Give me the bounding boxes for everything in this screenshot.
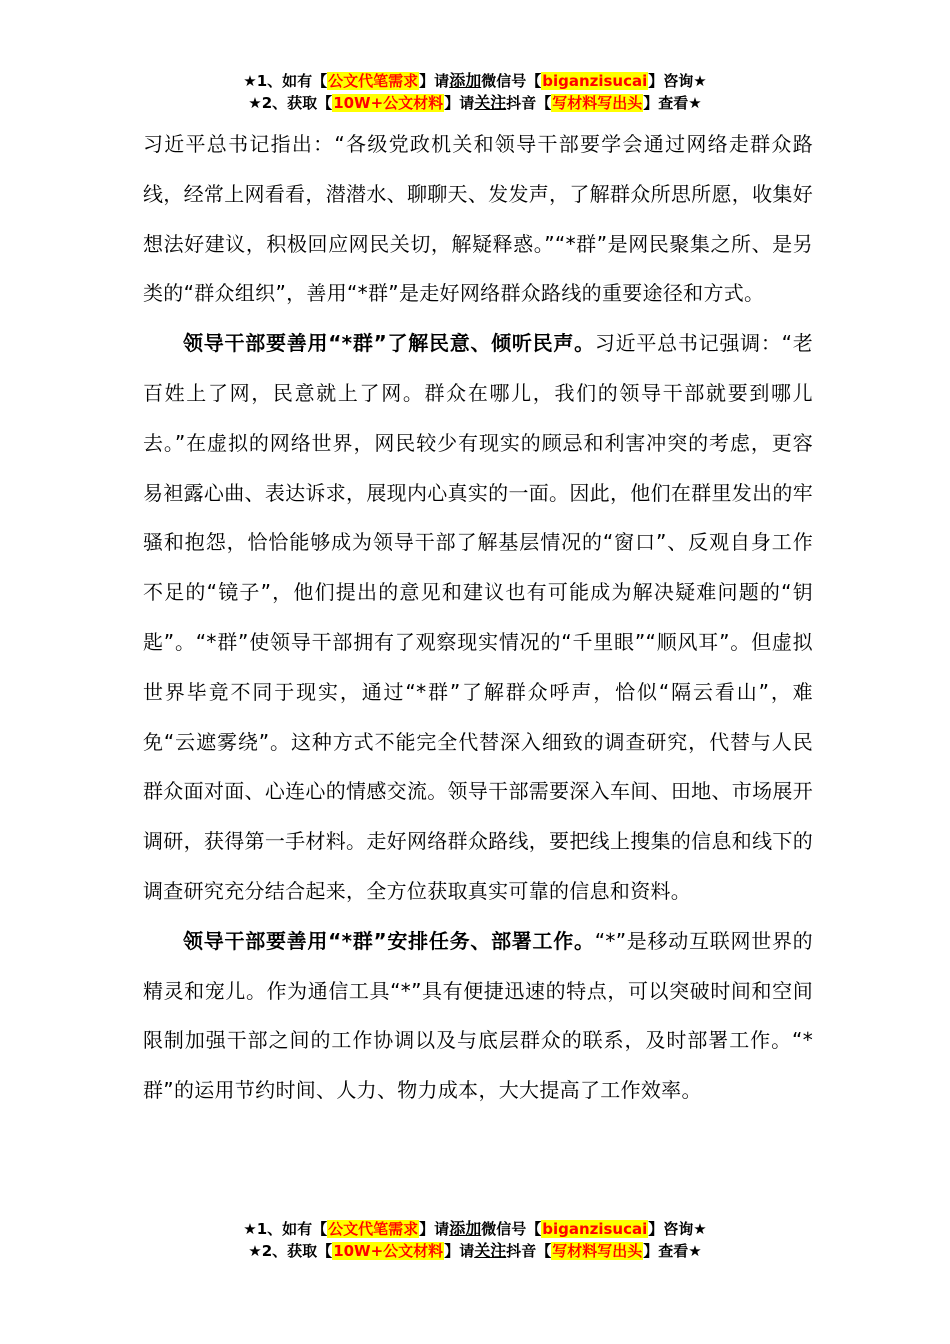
paragraph-lead: 领导干部要善用“*群”了解民意、倾听民声。: [183, 331, 595, 356]
paragraph-task-assignment: [143, 917, 813, 1116]
banner-text: 】咨询★: [648, 1220, 707, 1238]
banner-highlight: 写材料写出头: [552, 94, 643, 112]
paragraph-lead: 领导干部要善用“*群”安排任务、部署工作。: [183, 928, 595, 953]
banner-text: ★1、如有【: [243, 1220, 328, 1238]
top-banner: [0, 70, 950, 114]
banner-line-2: [0, 92, 950, 114]
banner-highlight: 公文代笔需求: [328, 72, 419, 90]
banner-line-1: [0, 70, 950, 92]
banner-text: 】请: [444, 1242, 475, 1260]
banner-highlight: biganzisucai: [542, 1220, 648, 1238]
banner-text: 】查看★: [643, 1242, 702, 1260]
banner-underlined: 关注: [474, 93, 507, 112]
banner-text: 】咨询★: [648, 72, 707, 90]
banner-text: 】请: [419, 1220, 450, 1238]
banner-highlight: 10W+公文材料: [333, 94, 444, 112]
banner-underlined: 关注: [474, 1241, 507, 1260]
document-body: [143, 120, 813, 1116]
banner-text: 】请: [444, 94, 475, 112]
banner-text: 微信号【: [481, 72, 542, 90]
banner-text: ★1、如有【: [243, 72, 328, 90]
paragraph-public-opinion: [143, 319, 813, 917]
banner-highlight: 写材料写出头: [552, 1242, 643, 1260]
banner-text: 】查看★: [643, 94, 702, 112]
banner-text: 微信号【: [481, 1220, 542, 1238]
banner-underlined: 添加: [449, 71, 482, 90]
banner-text: 抖音【: [506, 1242, 552, 1260]
banner-text: ★2、获取【: [248, 94, 333, 112]
banner-highlight: 10W+公文材料: [333, 1242, 444, 1260]
banner-line-2: [0, 1240, 950, 1262]
banner-line-1: [0, 1218, 950, 1240]
banner-text: ★2、获取【: [248, 1242, 333, 1260]
banner-highlight: 公文代笔需求: [328, 1220, 419, 1238]
bottom-banner: [0, 1218, 950, 1262]
banner-underlined: 添加: [449, 1219, 482, 1238]
banner-highlight: biganzisucai: [542, 72, 648, 90]
paragraph-text: “*”是移动互联网世界的精灵和宠儿。作为通信工具“*”具有便捷迅速的特点，可以突破时间和空间限制加强干部之间的工作协调以及与底层群众的联系，及时部署工作。“*群”的运用节约时间、人力、物力成本，大大提高了工作效率。: [143, 928, 813, 1103]
paragraph-intro: 习近平总书记指出：“各级党政机关和领导干部要学会通过网络走群众路线，经常上网看看，潜潜水、聊聊天、发发声，了解群众所思所愿，收集好想法好建议，积极回应网民关切，解疑释惑。”“*群”是网民聚集之所、是另类的“群众组织”，善用“*群”是走好网络群众路线的重要途径和方式。: [143, 132, 813, 306]
paragraph-text: 习近平总书记强调：“老百姓上了网，民意就上了网。群众在哪儿，我们的领导干部就要到哪儿去。”在虚拟的网络世界，网民较少有现实的顾忌和利害冲突的考虑，更容易袒露心曲、表达诉求，展现内心真实的一面。因此，他们在群里发出的牢骚和抱怨，恰恰能够成为领导干部了解基层情况的“窗口”、反观自身工作不足的“镜子”，他们提出的意见和建议也有可能成为解决疑难问题的“钥匙”。“*群”使领导干部拥有了观察现实情况的“千里眼”“顺风耳”。但虚拟世界毕竟不同于现实，通过“*群”了解群众呼声，恰似“隔云看山”，难免“云遮雾绕”。这种方式不能完全代替深入细致的调查研究，代替与人民群众面对面、心连心的情感交流。领导干部需要深入车间、田地、市场展开调研，获得第一手材料。走好网络群众路线，要把线上搜集的信息和线下的调查研究充分结合起来，全方位获取真实可靠的信息和资料。: [143, 331, 813, 903]
banner-text: 】请: [419, 72, 450, 90]
banner-text: 抖音【: [506, 94, 552, 112]
